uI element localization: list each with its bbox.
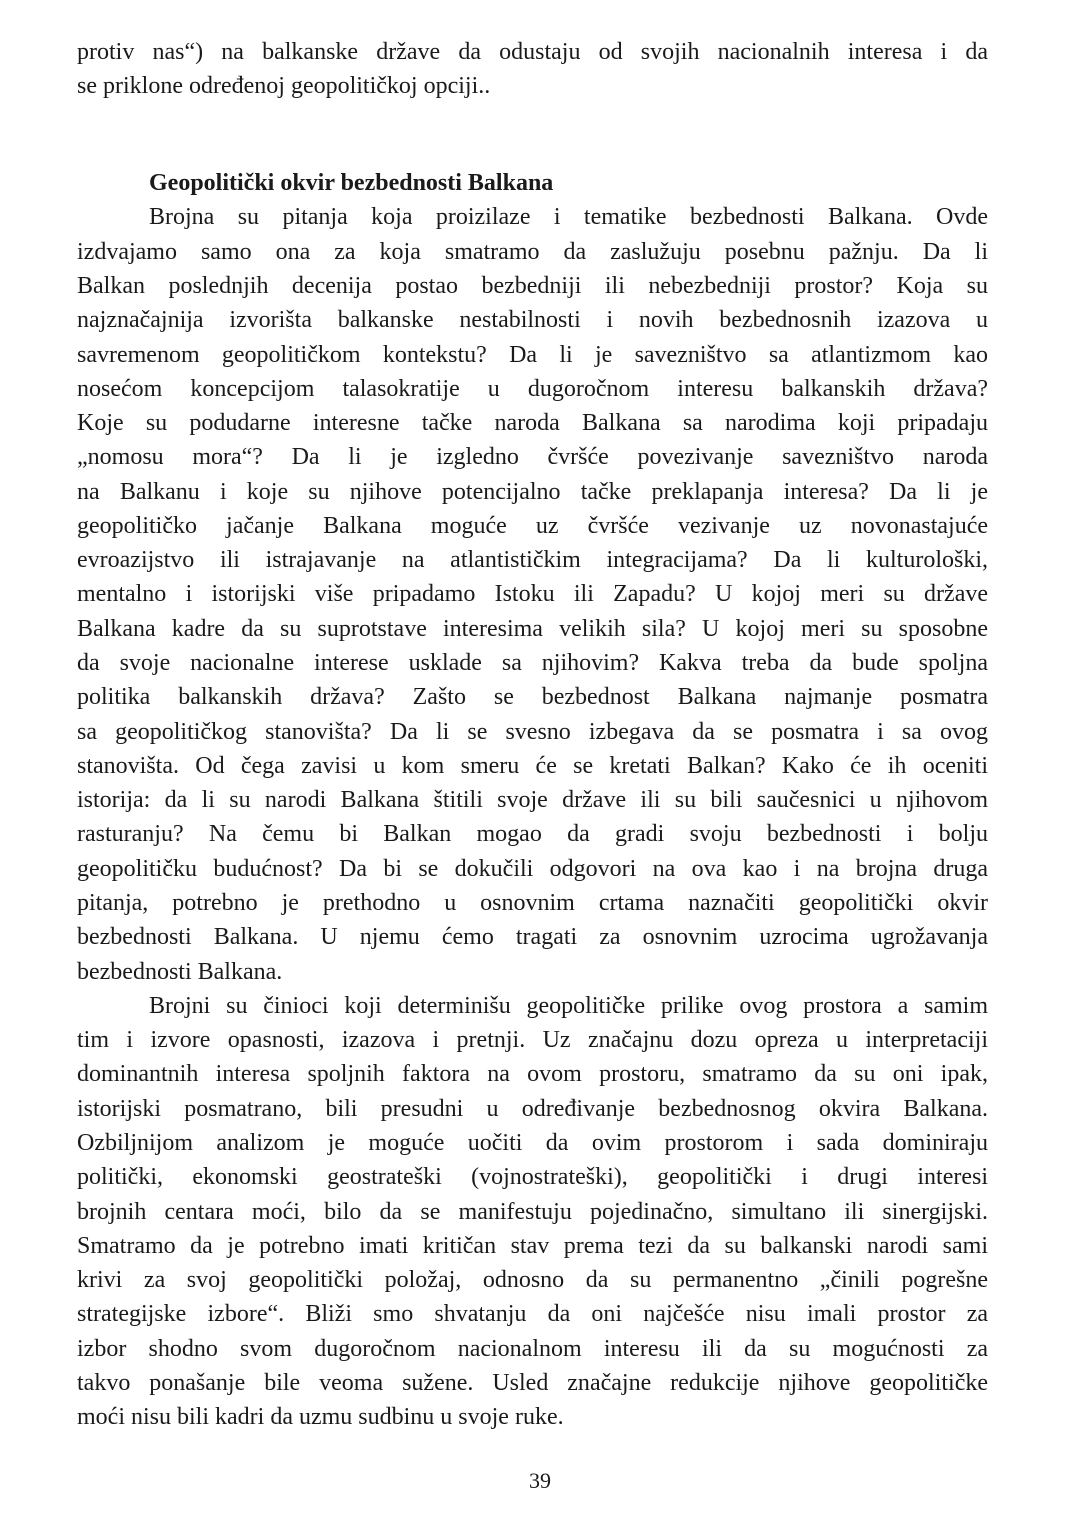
text-line: mentalno i istorijski više pripadamo Istoku ili Zapadu? U kojoj meri su države: [77, 581, 988, 608]
text-line: krivi za svoj geopolitički položaj, odnosno da su permanentno „činili pogrešne: [77, 1267, 988, 1294]
text-line: na Balkanu i koje su njihove potencijalno tačke preklapanja interesa? Da li je: [77, 478, 988, 505]
text-line: „nomosu mora“? Da li je izgledno čvršće povezivanje savezništvo naroda: [77, 444, 988, 471]
text-line: najznačajnija izvorišta balkanske nestabilnosti i novih bezbednosnih izazova u: [77, 307, 988, 334]
text-line: pitanja, potrebno je prethodno u osnovnim crtama naznačiti geopolitički okvir: [77, 890, 988, 917]
text-line: strategijske izbore“. Bliži smo shvatanju da oni najčešće nisu imali prostor za: [77, 1301, 988, 1328]
text-line: stanovišta. Od čega zavisi u kom smeru će se kretati Balkan? Kako će ih oceniti: [77, 752, 988, 779]
text-line: istorijski posmatrano, bili presudni u određivanje bezbednosnog okvira Balkana.: [77, 1095, 988, 1122]
text-line: rasturanju? Na čemu bi Balkan mogao da gradi svoju bezbednosti i bolju: [77, 821, 988, 848]
text-line: Koje su podudarne interesne tačke naroda Balkana sa narodima koji pripadaju: [77, 410, 988, 437]
paragraph-1: [77, 200, 988, 988]
text-line: brojnih centara moći, bilo da se manifestuju pojedinačno, simultano ili sinergijski.: [77, 1198, 988, 1225]
text-line: moći nisu bili kadri da uzmu sudbinu u svoje ruke.: [77, 1404, 564, 1431]
text-line: se priklone određenoj geopolitičkoj opciji..: [77, 73, 491, 100]
text-line: politički, ekonomski geostrateški (vojnostrateški), geopolitički i drugi interesi: [77, 1164, 988, 1191]
text-line: tim i izvore opasnosti, izazova i pretnji. Uz značajnu dozu opreza u interpretaciji: [77, 1027, 988, 1054]
text-line: evroazijstvo ili istrajavanje na atlantističkim integracijama? Da li kulturološki,: [77, 547, 988, 574]
text-line: da svoje nacionalne interese usklade sa njihovim? Kakva treba da bude spoljna: [77, 650, 988, 677]
intro-paragraph: [77, 35, 988, 104]
text-line: istorija: da li su narodi Balkana štitili svoje države ili su bili saučesnici u njihovom: [77, 787, 988, 814]
text-line: Balkana kadre da su suprotstave interesima velikih sila? U kojoj meri su sposobne: [77, 615, 988, 642]
text-line: Ozbiljnijom analizom je moguće uočiti da ovim prostorom i sada dominiraju: [77, 1129, 988, 1156]
text-line: izbor shodno svom dugoročnom nacionalnom interesu ili da su mogućnosti za: [77, 1335, 988, 1362]
text-line: Balkan poslednjih decenija postao bezbedniji ili nebezbedniji prostor? Koja su: [77, 272, 988, 299]
paragraph-2: [77, 989, 988, 1435]
text-line: geopolitičku budućnost? Da bi se dokučili odgovori na ova kao i na brojna druga: [77, 855, 988, 882]
page-body: [77, 35, 988, 1435]
section-heading: Geopolitički okvir bezbednosti Balkana: [149, 170, 554, 197]
text-line: protiv nas“) na balkanske države da odustaju od svojih nacionalnih interesa i da: [77, 39, 988, 65]
text-line: savremenom geopolitičkom kontekstu? Da li je savezništvo sa atlantizmom kao: [77, 341, 988, 368]
text-line: Brojni su činioci koji determinišu geopolitičke prilike ovog prostora a samim: [149, 992, 988, 1019]
text-line: dominantnih interesa spoljnih faktora na ovom prostoru, smatramo da su oni ipak,: [77, 1061, 988, 1088]
text-line: bezbednosti Balkana.: [77, 958, 283, 985]
page-number: 39: [529, 1468, 551, 1493]
text-line: bezbednosti Balkana. U njemu ćemo tragati za osnovnim uzrocima ugrožavanja: [77, 924, 988, 951]
text-line: politika balkanskih država? Zašto se bezbednost Balkana najmanje posmatra: [77, 684, 988, 711]
text-line: Brojna su pitanja koja proizilaze i tematike bezbednosti Balkana. Ovde: [149, 204, 988, 231]
text-line: takvo ponašanje bile veoma sužene. Usled značajne redukcije njihove geopolitičke: [77, 1369, 988, 1396]
text-line: geopolitičko jačanje Balkana moguće uz čvršće vezivanje uz novonastajuće: [77, 512, 988, 539]
text-line: sa geopolitičkog stanovišta? Da li se svesno izbegava da se posmatra i sa ovog: [77, 718, 988, 745]
text-line: nosećom koncepcijom talasokratije u dugoročnom interesu balkanskih država?: [77, 375, 988, 402]
text-line: izdvajamo samo ona za koja smatramo da zaslužuju posebnu pažnju. Da li: [77, 238, 988, 265]
text-line: Smatramo da je potrebno imati kritičan stav prema tezi da su balkanski narodi sami: [77, 1232, 988, 1259]
